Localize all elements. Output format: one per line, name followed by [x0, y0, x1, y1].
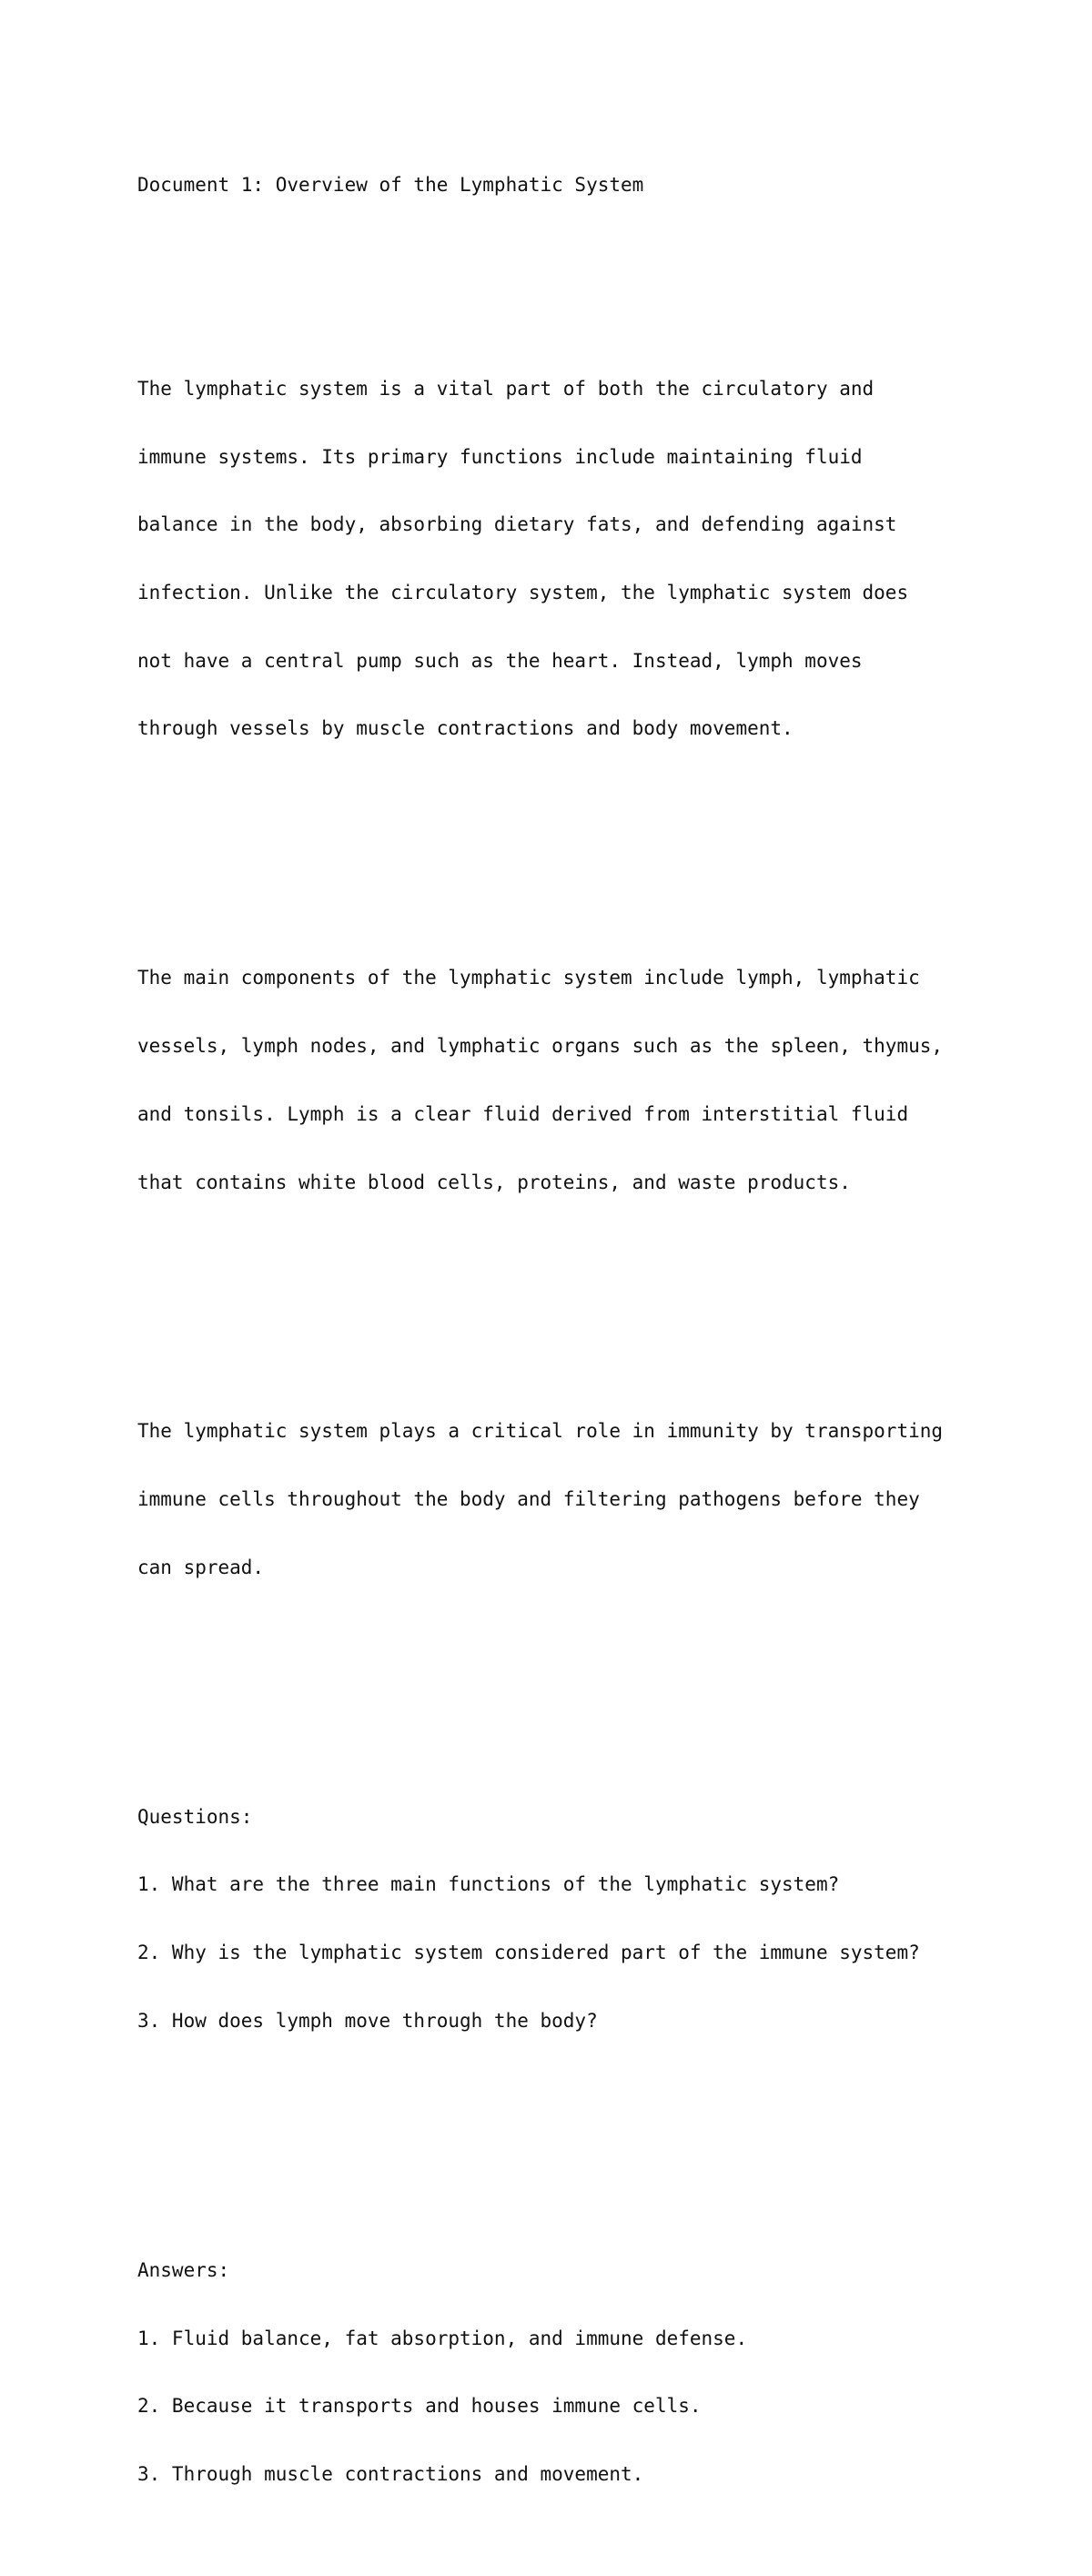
paragraph-line: vessels, lymph nodes, and lymphatic organs such as the spleen, thymus, [137, 1035, 944, 1058]
spacer [137, 1284, 1047, 1307]
answers-heading: Answers: [137, 2258, 230, 2281]
paragraph-2 [137, 922, 1047, 1240]
paragraph-line: through vessels by muscle contractions and body movement. [137, 717, 794, 740]
paragraph-line: The lymphatic system plays a critical role in immunity by transporting [137, 1420, 944, 1443]
document-body [137, 128, 1047, 2576]
paragraph-line: not have a central pump such as the heart. Instead, lymph moves [137, 649, 863, 672]
paragraph-line: immune systems. Its primary functions include maintaining fluid [137, 445, 863, 468]
paragraph-3 [137, 1375, 1047, 1625]
paragraph-line: balance in the body, absorbing dietary fats, and defending against [137, 513, 897, 536]
questions-section [137, 1760, 1047, 2078]
spacer [137, 831, 1047, 854]
spacer [137, 2123, 1047, 2145]
paragraph-1 [137, 332, 1047, 786]
question-item: 2. Why is the lymphatic system considered part of the immune system? [137, 1942, 920, 1964]
document-title: Document 1: Overview of the Lymphatic System [137, 173, 644, 196]
answer-item: 2. Because it transports and houses immune cells. [137, 2395, 702, 2418]
spacer [137, 242, 1047, 265]
question-item: 1. What are the three main functions of the lymphatic system? [137, 1873, 840, 1896]
answer-item: 3. Through muscle contractions and movement. [137, 2462, 644, 2485]
paragraph-line: infection. Unlike the circulatory system, the lymphatic system does [137, 582, 909, 604]
paragraph-line: can spread. [137, 1556, 265, 1578]
paragraph-line: and tonsils. Lymph is a clear fluid derived from interstitial fluid [137, 1102, 909, 1125]
spacer [137, 1669, 1047, 1692]
answers-section [137, 2214, 1047, 2531]
paragraph-line: immune cells throughout the body and filtering pathogens before they [137, 1488, 920, 1511]
paragraph-line: The lymphatic system is a vital part of both the circulatory and [137, 377, 875, 400]
paragraph-line: The main components of the lymphatic system include lymph, lymphatic [137, 967, 920, 989]
answer-item: 1. Fluid balance, fat absorption, and immune defense. [137, 2327, 748, 2349]
paragraph-line: that contains white blood cells, proteins, and waste products. [137, 1171, 851, 1193]
question-item: 3. How does lymph move through the body? [137, 2009, 598, 2032]
questions-heading: Questions: [137, 1805, 253, 1828]
